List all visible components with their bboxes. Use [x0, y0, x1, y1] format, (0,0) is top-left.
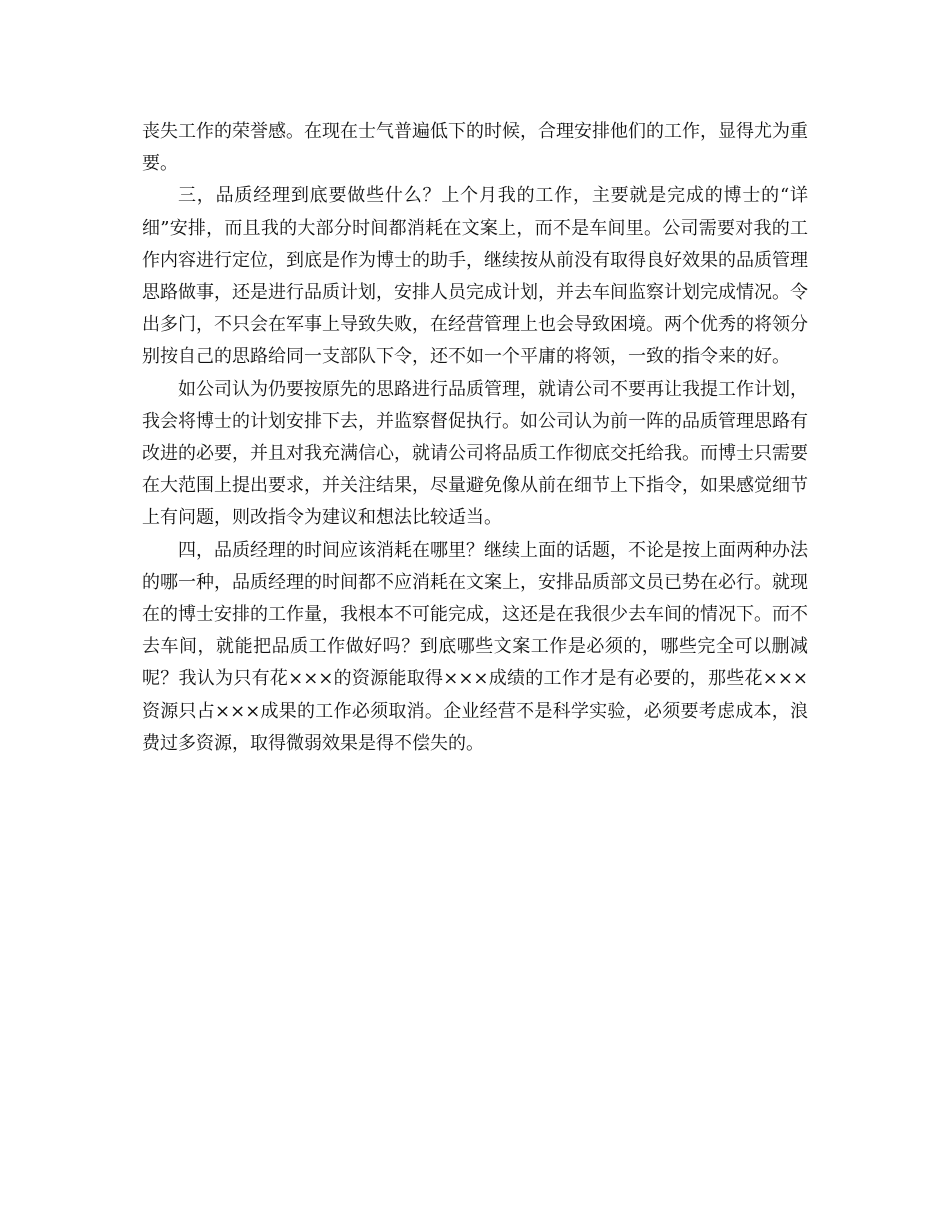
paragraph-continuation: 丧失工作的荣誉感。在现在士气普遍低下的时候，合理安排他们的工作，显得尤为重要。	[142, 121, 808, 175]
paragraph-section-three: 三，品质经理到底要做些什么？上个月我的工作，主要就是完成的博士的“详细”安排，而且我的大部分时间都消耗在文案上，而不是车间里。公司需要对我的工作内容进行定位，到底是作为博士的助手，继续按从前没有取得良好效果的品质管理思路做事，还是进行品质计划，安排人员完成计划，并去车间监察计划完成情况。令出多门，不只会在军事上导致失败，在经营管理上也会导致困境。两个优秀的将领分别按自己的思路给同一支部队下令，还不如一个平庸的将领，一致的指令来的好。	[142, 185, 808, 368]
paragraph-section-four: 四，品质经理的时间应该消耗在哪里？继续上面的话题，不论是按上面两种办法的哪一种，品质经理的时间都不应消耗在文案上，安排品质部文员已势在必行。就现在的博士安排的工作量，我根本不可能完成，这还是在我很少去车间的情况下。而不去车间，就能把品质工作做好吗？到底哪些文案工作是必须的，哪些完全可以删减呢？我认为只有花×××的资源能取得×××成绩的工作才是有必要的，那些花×××资源只占×××成果的工作必须取消。企业经营不是科学实验，必须要考虑成本，浪费过多资源，取得微弱效果是得不偿失的。	[142, 539, 808, 754]
document-body	[142, 116, 808, 760]
paragraph-company-options: 如公司认为仍要按原先的思路进行品质管理，就请公司不要再让我提工作计划，我会将博士的计划安排下去，并监察督促执行。如公司认为前一阵的品质管理思路有改进的必要，并且对我充满信心，就请公司将品质工作彻底交托给我。而博士只需要在大范围上提出要求，并关注结果，尽量避免像从前在细节上下指令，如果感觉细节上有问题，则改指令为建议和想法比较适当。	[142, 378, 808, 529]
